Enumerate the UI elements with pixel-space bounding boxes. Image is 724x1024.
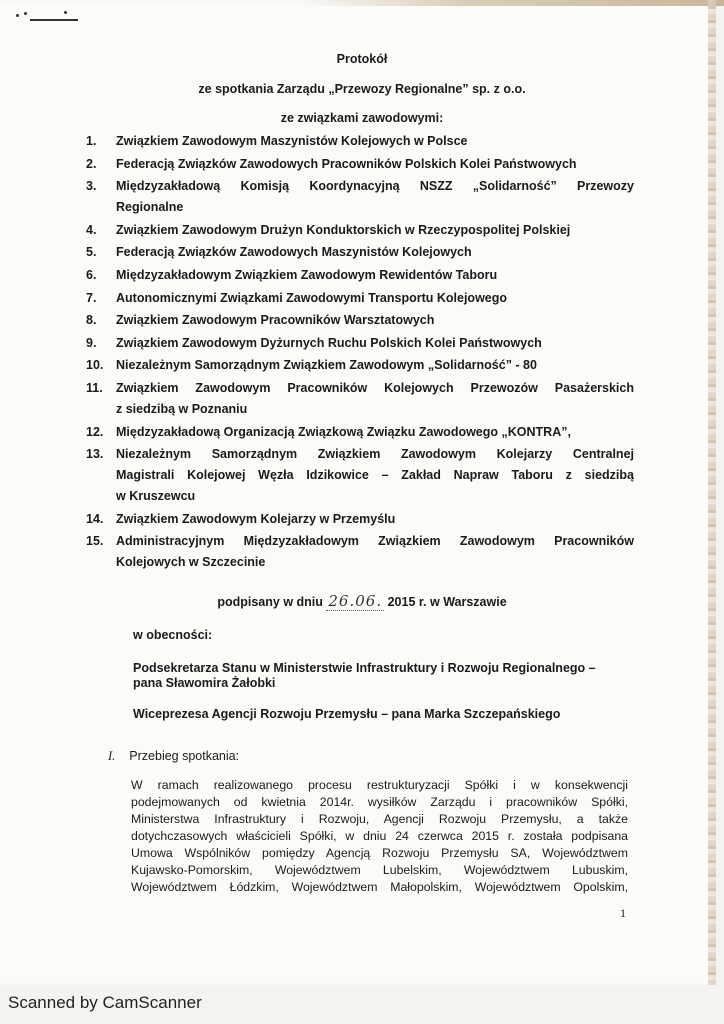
list-text: Międzyzakładowym Związkiem Zawodowym Rewidentów Taboru xyxy=(116,267,498,282)
body-line: W ramach realizowanego procesu restrukturyzacji Spółki i w konsekwencji xyxy=(131,778,628,792)
list-text: Związkiem Zawodowym Drużyn Konduktorskich w Rzeczypospolitej Polskiej xyxy=(116,222,571,237)
list-item xyxy=(86,333,634,354)
list-number: 1. xyxy=(86,134,97,148)
list-item xyxy=(86,220,634,241)
section-number: I. xyxy=(108,749,116,763)
list-text: Związkiem Zawodowym Kolejarzy w Przemyślu xyxy=(116,511,396,526)
list-number: 15. xyxy=(86,534,104,549)
list-item xyxy=(86,154,634,175)
list-text: Administracyjnym Międzyzakładowym Związkiem Zawodowym Pracowników xyxy=(116,534,634,549)
signed-prefix: podpisany w dniu xyxy=(217,595,323,609)
list-number: 5. xyxy=(86,245,97,260)
presence-person-2: Wiceprezesa Agencji Rozwoju Przemysłu – pana Marka Szczepańskiego xyxy=(133,707,561,721)
list-number: 13. xyxy=(86,447,104,462)
body-line: Województwem Łódzkim, Województwem Małopolskim, Województwem Opolskim, xyxy=(131,880,628,894)
handwritten-date: 26.06. xyxy=(328,592,383,610)
document-subtitle-unions: ze związkami zawodowymi: xyxy=(280,111,444,125)
presence-label: w obecności: xyxy=(133,628,213,642)
list-text-continued: Kolejowych w Szczecinie xyxy=(116,555,266,570)
list-text: Federacją Związków Zawodowych Maszynistów Kolejowych xyxy=(116,245,472,260)
page-number: 1 xyxy=(620,906,626,920)
list-text: Związkiem Zawodowym Pracowników Kolejowych Przewozów Pasażerskich xyxy=(116,380,634,395)
list-text: Autonomicznymi Związkami Zawodowymi Transportu Kolejowego xyxy=(116,290,508,305)
list-text-continued: z siedzibą w Poznaniu xyxy=(116,401,248,416)
list-number: 14. xyxy=(86,511,104,526)
person-1-name: pana Sławomira Żałobki xyxy=(133,676,276,690)
body-line: podejmowanych od kwietnia 2014r. wysiłków Zarządu i pracowników Spółki, xyxy=(131,795,628,809)
section-title: Przebieg spotkania: xyxy=(129,749,240,763)
list-text: Federacją Związków Zawodowych Pracowników Polskich Kolei Państwowych xyxy=(116,156,577,171)
section-heading xyxy=(108,749,239,764)
list-text: Niezależnym Samorządnym Związkiem Zawodowym Kolejarzy Centralnej xyxy=(116,447,634,462)
list-text: Międzyzakładową Komisją Koordynacyjną NSZZ „Solidarność” Przewozy xyxy=(116,179,634,194)
list-text-continued: w Kruszewcu xyxy=(116,489,196,504)
body-line: Kujawsko-Pomorskim, Województwem Lubelskim, Województwem Lubuskim, xyxy=(131,863,628,877)
scan-shadow-strip xyxy=(300,0,724,6)
document-title: Protokół xyxy=(336,52,388,66)
signed-suffix: 2015 r. w Warszawie xyxy=(387,595,507,609)
union-list xyxy=(86,131,634,575)
list-number: 2. xyxy=(86,156,97,171)
list-text: Związkiem Zawodowym Maszynistów Kolejowych w Polsce xyxy=(116,134,468,148)
list-number: 11. xyxy=(86,380,103,395)
list-text-continued: Regionalne xyxy=(116,200,184,215)
list-number: 9. xyxy=(86,335,97,350)
list-number: 12. xyxy=(86,424,104,439)
person-1-title: Podsekretarza Stanu w Ministerstwie Infrastruktury i Rozwoju Regionalnego – xyxy=(133,661,596,675)
body-line: Umowa Wspólników pomiędzy Agencją Rozwoju Przemysłu SA, Województwem xyxy=(131,846,628,860)
list-text-line2: Magistrali Kolejowej Węzła Idzikowice – Zakład Napraw Taboru z siedzibą xyxy=(116,468,634,483)
signed-line xyxy=(0,592,724,610)
paper-edge xyxy=(708,0,716,985)
document-subtitle: ze spotkania Zarządu „Przewozy Regionalne” sp. z o.o. xyxy=(198,82,526,96)
list-text: Międzyzakładową Organizacją Związkową Związku Zawodowego „KONTRA”, xyxy=(116,424,571,439)
list-text: Niezależnym Samorządnym Związkiem Zawodowym „Solidarność” - 80 xyxy=(116,358,537,373)
list-number: 6. xyxy=(86,267,97,282)
list-item xyxy=(86,378,634,420)
section-body xyxy=(131,777,628,896)
list-item xyxy=(86,288,634,309)
scanner-watermark: Scanned by CamScanner xyxy=(8,993,202,1012)
list-item xyxy=(86,131,634,152)
list-number: 10. xyxy=(86,358,104,373)
list-text: Związkiem Zawodowym Dyżurnych Ruchu Polskich Kolei Państwowych xyxy=(116,335,542,350)
list-item xyxy=(86,444,634,507)
list-number: 8. xyxy=(86,313,97,328)
body-line: dotychczasowych właścicieli Spółki, w dniu 24 czerwca 2015 r. została podpisana xyxy=(131,829,628,843)
list-item xyxy=(86,176,634,218)
list-number: 7. xyxy=(86,290,97,305)
list-item xyxy=(86,422,634,443)
presence-person-1 xyxy=(133,661,633,691)
list-item xyxy=(86,509,634,530)
list-item xyxy=(86,310,634,331)
list-item xyxy=(86,355,634,376)
body-line: Ministerstwa Infrastruktury i Rozwoju, Agencji Rozwoju Przemysłu, a także xyxy=(131,812,628,826)
corner-pen-mark xyxy=(16,12,86,26)
list-number: 3. xyxy=(86,179,97,194)
list-text: Związkiem Zawodowym Pracowników Warsztatowych xyxy=(116,313,435,328)
list-item xyxy=(86,242,634,263)
list-item xyxy=(86,265,634,286)
list-number: 4. xyxy=(86,222,97,237)
list-item xyxy=(86,531,634,573)
